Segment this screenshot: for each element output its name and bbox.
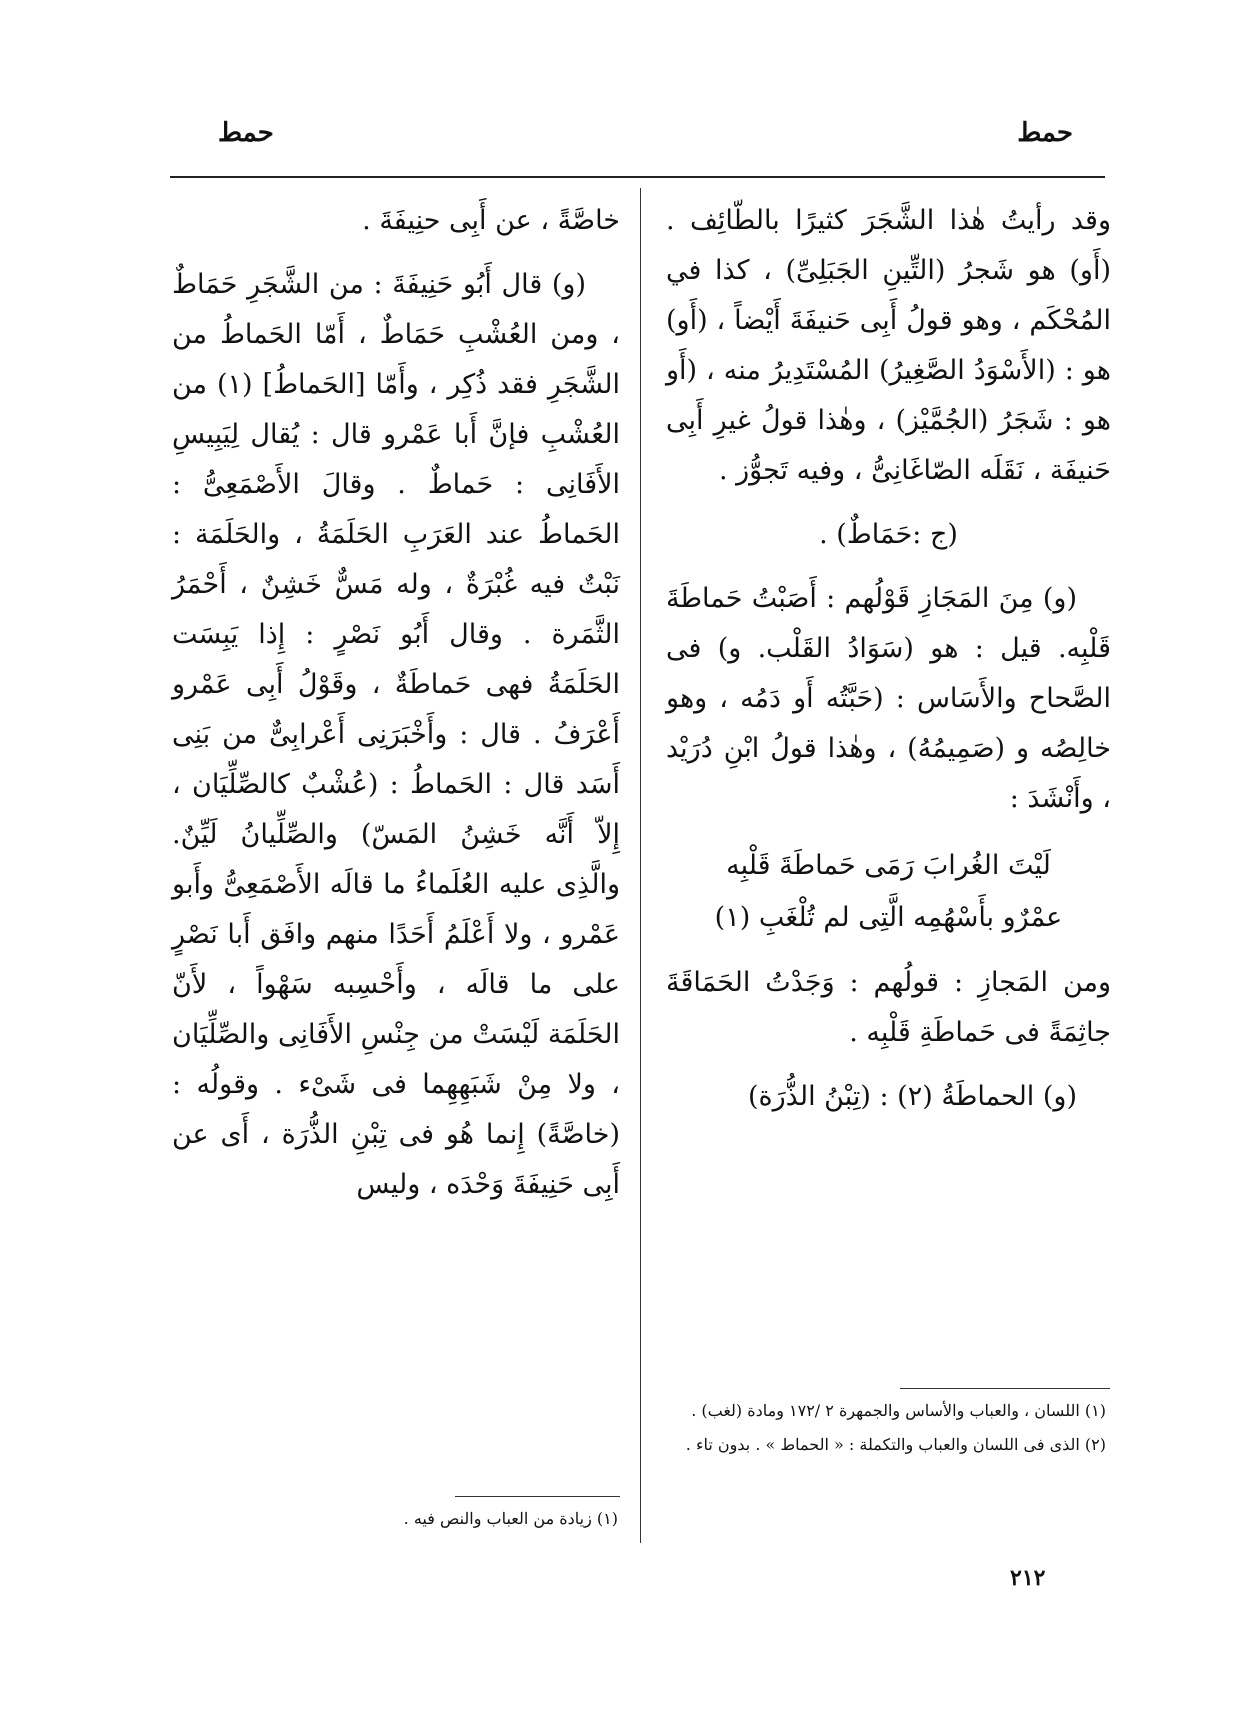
verse-line-2: عمْرٌو بأَسْهُمِه الَّتِى لم تُلْغَبِ (١) [714,902,1063,933]
footnote: (١) زيادة من العباب والنص فيه . [403,1509,618,1528]
paragraph: وقد رأيتُ هٰذا الشَّجَرَ كثيرًا بالطّائِف . (أَو) هو شَجرُ (التِّينِ الجَبَلِىِّ) ، كذا في المُحْكَم ، وهو قولُ أَبِى حَنيفَةَ أَيْضاً ، (أَو) هو : (الأَسْوَدُ الصَّغِيرُ) المُسْتَدِيرُ منه ، (أَو هو : شَجَرُ (الجُمَّيْز) ، وهٰذا قولُ غيرِ أَبِى حَنيفَة ، نَقَلَه الصّاغَانِىُّ ، وفيه تَجوُّز . [666,205,1111,486]
paragraph: (و) مِنَ المَجَازِ قَوْلُهم : أَصَبْتُ حَماطَةَ قَلْبِه. قيل : هو (سَوَادُ القَلْب. و) فى الصَّحاح والأَسَاس : (حَبَّتُه أَو دَمُه ، وهو خالِصُه و (صَمِيمُهُ) ، وهٰذا قولُ ابْنِ دُرَيْد ، وأَنْشَدَ : [666,583,1111,814]
paragraph: ومن المَجازِ : قولُهم : وَجَدْتُ الحَمَاقَةَ جاثِمَةً فى حَماطَةِ قَلْبِه . [666,967,1111,1048]
footnote: (١) اللسان ، والعباب والأساس والجمهرة ٢ /١٧٢ ومادة (لغب) . [691,1401,1106,1420]
header-rule [170,176,1105,178]
verse-line-1: لَيْتَ الغُرابَ رَمَى حَماطَةَ قَلْبِه [726,850,1051,881]
footnotes-right [666,1396,1106,1464]
poetry-verse [666,840,1111,944]
footnote-rule [900,1388,1110,1389]
plural-note: (ج :حَمَاطٌ) . [819,519,958,550]
paragraph: خاصَّةً ، عن أَبِى حنِيفَةَ . [362,205,620,236]
running-head-left: حمط [218,118,274,148]
footnotes-left [360,1504,618,1538]
left-column [172,196,620,1210]
footnote-rule [455,1496,620,1497]
right-column [666,196,1111,1122]
paragraph: (و) قال أَبُو حَنِيفَةَ : من الشَّجَرِ حَمَاطٌ ، ومن العُشْبِ حَمَاطٌ ، أَمّا الحَماطُ من الشَّجَرِ فقد ذُكِر ، وأَمّا [الحَماطُ] (١) من العُشْبِ فإنَّ أَبا عَمْرو قال : يُقال لِيَبِيسِ الأَفَانِى : حَماطٌ . وقالَ الأَصْمَعِىُّ : الحَماطُ عند العَرَبِ الحَلَمَةُ ، والحَلَمَة : نَبْتٌ فيه غُبْرَةٌ ، وله مَسٌّ خَشِنٌ ، أَحْمَرُ الثَّمَرة . وقال أَبُو نَصْرٍ : إِذا يَبِسَت الحَلَمَةُ فهى حَماطَةٌ ، وقَوْلُ أَبِى عَمْرو أَعْرَفُ . قال : وأَخْبَرَنِى أَعْرابِىٌّ من بَنِى أَسَد قال : الحَماطُ : (عُشْبٌ كالصِّلِّيَان ، إِلاّ أَنَّه خَشِنُ المَسّ) والصِّلِّيانُ لَيِّنٌ. والَّذِى عليه العُلَماءُ ما قالَه الأَصْمَعِىُّ وأَبو عَمْرو ، ولا أَعْلَمُ أَحَدًا منهم وافَق أَبا نَصْرٍ على ما قالَه ، وأَحْسِبه سَهْواً ، لأَنّ الحَلَمَة لَيْسَتْ من جِنْسِ الأَفَانِى والصِّلِّيَان ، ولا مِنْ شَبَهِهِما فى شَىْء . وقولُه : (خاصَّةً) إِنما هُو فى تِبْنِ الذُّرَة ، أَى عن أَبِى حَنِيفَةَ وَحْدَه ، وليس [172,269,621,1200]
footnote: (٢) الذى فى اللسان والعباب والتكملة : « الحماط » . بدون تاء . [685,1435,1106,1454]
page-number: ٢١٢ [1010,1565,1046,1591]
paragraph: (و) الحماطَةُ (٢) : (تِبْنُ الذُّرَة) [747,1081,1077,1112]
column-divider [640,188,641,1543]
running-head-right: حمط [1017,118,1073,148]
